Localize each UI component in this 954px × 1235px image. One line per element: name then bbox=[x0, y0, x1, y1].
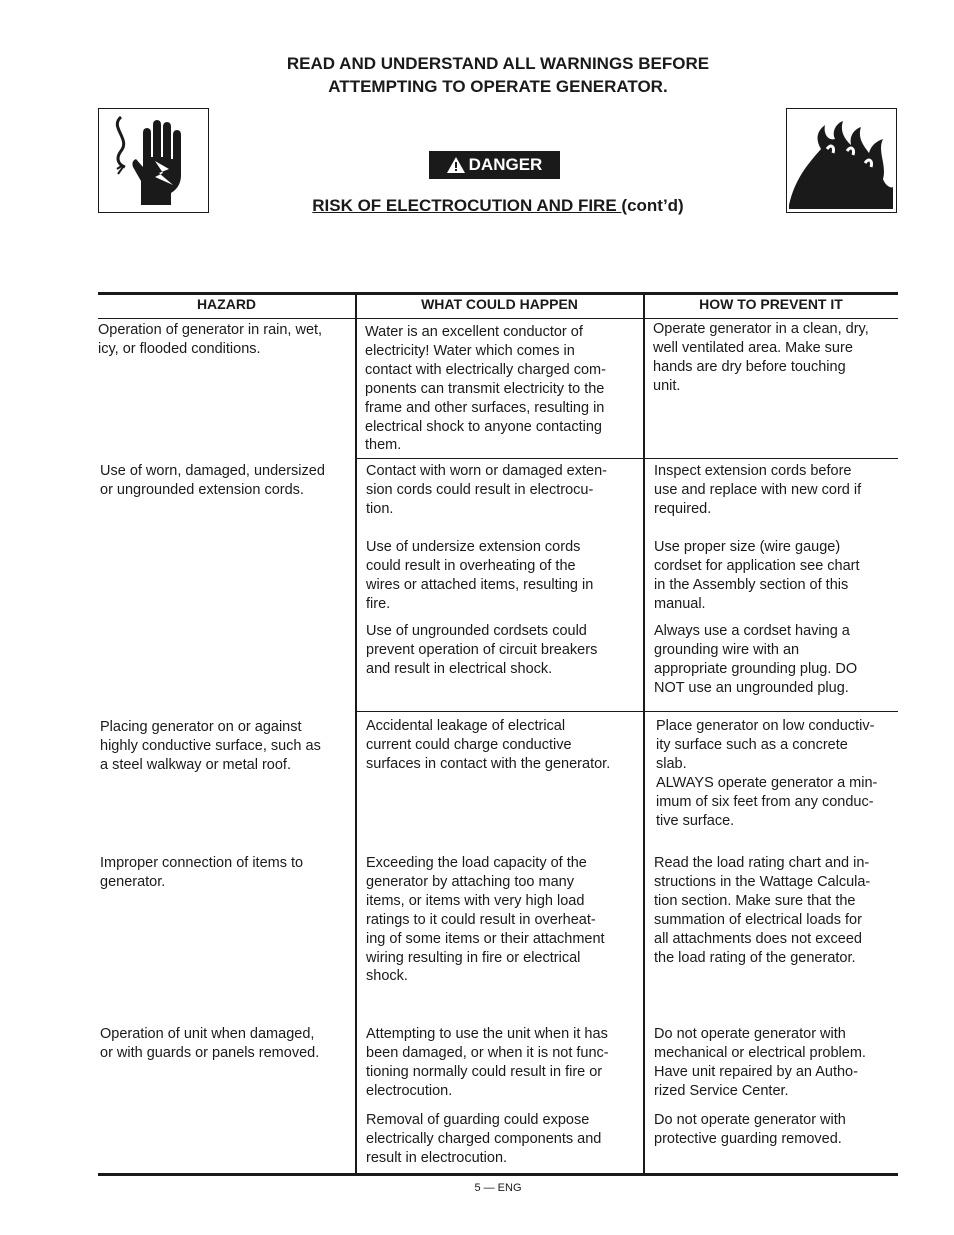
row-3-how-to-prevent: Place generator on low conductiv- ity surface such as a concrete slab. ALWAYS operate generator a min- imum of six feet from any conduc- tive surface. bbox=[656, 718, 878, 829]
header-line-2: ATTEMPTING TO OPERATE GENERATOR. bbox=[328, 77, 668, 96]
danger-text: DANGER bbox=[468, 155, 543, 174]
row-1-hazard: Operation of generator in rain, wet, icy, or flooded conditions. bbox=[98, 322, 323, 357]
column-header-what-could-happen: WHAT COULD HAPPEN bbox=[421, 296, 578, 312]
row-1-how-to-prevent: Operate generator in a clean, dry, well ventilated area. Make sure hands are dry before touching unit. bbox=[653, 321, 869, 394]
row-2-how-to-prevent-c: Always use a cordset having a grounding wire with an appropriate grounding plug. DO NOT use an ungrounded plug. bbox=[654, 623, 858, 696]
row-divider-1 bbox=[356, 458, 898, 459]
subtitle-suffix: (cont’d) bbox=[621, 196, 684, 215]
row-4-how-to-prevent: Read the load rating chart and in- structions in the Wattage Calcula- tion section. Make sure that the summation of electrical loads for all attachments does not exceed the load rating of the generator. bbox=[654, 855, 871, 966]
row-5-how-to-prevent-a: Do not operate generator with mechanical or electrical problem. Have unit repaired by an Autho- rized Service Center. bbox=[654, 1026, 866, 1099]
table-bottom-rule bbox=[98, 1173, 898, 1176]
row-divider-2 bbox=[356, 711, 898, 712]
row-2-what-could-happen-a: Contact with worn or damaged exten- sion cords could result in electrocu- tion. bbox=[366, 463, 607, 517]
column-divider-1 bbox=[355, 294, 357, 1174]
table-top-rule bbox=[98, 292, 898, 295]
row-1-what-could-happen: Water is an excellent conductor of electricity! Water which comes in contact with electrically charged com- ponents can transmit electricity to the frame and other surfaces, resulting in electrical shock to anyone contacting them. bbox=[365, 324, 606, 454]
page-footer: 5 — ENG bbox=[474, 1182, 522, 1194]
row-2-how-to-prevent-a: Inspect extension cords before use and replace with new cord if required. bbox=[654, 463, 862, 517]
row-2-hazard: Use of worn, damaged, undersized or ungrounded extension cords. bbox=[100, 463, 325, 498]
header-divider bbox=[98, 318, 898, 319]
subtitle-main: RISK OF ELECTROCUTION AND FIRE bbox=[312, 196, 622, 215]
section-subtitle bbox=[0, 196, 954, 216]
column-divider-2 bbox=[643, 294, 645, 1174]
column-header-how-to-prevent: HOW TO PREVENT IT bbox=[699, 296, 843, 312]
row-5-hazard: Operation of unit when damaged, or with guards or panels removed. bbox=[100, 1026, 320, 1061]
row-5-how-to-prevent-b: Do not operate generator with protective guarding removed. bbox=[654, 1112, 846, 1147]
danger-label bbox=[429, 151, 560, 179]
row-4-hazard: Improper connection of items to generator. bbox=[100, 855, 304, 890]
row-3-what-could-happen: Accidental leakage of electrical current could charge conductive surfaces in contact with the generator. bbox=[366, 718, 611, 772]
column-header-hazard: HAZARD bbox=[196, 296, 257, 312]
row-2-how-to-prevent-b: Use proper size (wire gauge) cordset for application see chart in the Assembly section of this manual. bbox=[654, 539, 860, 612]
row-5-what-could-happen-b: Removal of guarding could expose electrically charged components and result in electrocution. bbox=[366, 1112, 602, 1166]
header-line-1: READ AND UNDERSTAND ALL WARNINGS BEFORE bbox=[286, 54, 710, 73]
row-4-what-could-happen: Exceeding the load capacity of the generator by attaching too many items, or items with very high load ratings to it could result in overheat- ing of some items or their attachment wiring resulting in fire or electrical shock. bbox=[366, 855, 605, 985]
row-2-what-could-happen-c: Use of ungrounded cordsets could prevent operation of circuit breakers and result in electrical shock. bbox=[366, 623, 598, 677]
warning-triangle-icon bbox=[447, 157, 465, 173]
row-2-what-could-happen-b: Use of undersize extension cords could result in overheating of the wires or attached items, resulting in fire. bbox=[366, 539, 594, 612]
row-3-hazard: Placing generator on or against highly conductive surface, such as a steel walkway or metal roof. bbox=[100, 719, 321, 773]
page-header bbox=[0, 52, 954, 98]
row-5-what-could-happen-a: Attempting to use the unit when it has been damaged, or when it is not func- tioning normally could result in fire or electrocution. bbox=[366, 1026, 609, 1099]
